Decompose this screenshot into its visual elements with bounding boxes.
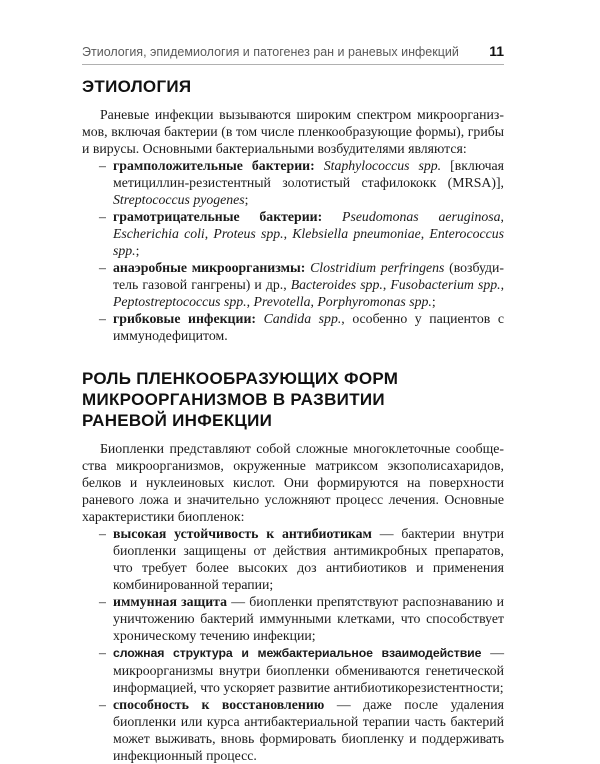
list-item-text bbox=[322, 209, 342, 224]
list-item-term: высокая устойчивость к антибиотикам bbox=[113, 526, 372, 541]
pathogen-list-item bbox=[82, 310, 504, 344]
list-item-term: грибковые инфекции: bbox=[113, 311, 256, 326]
section-heading-line: РОЛЬ ПЛЕНКООБРАЗУЮЩИХ ФОРМ bbox=[82, 369, 399, 388]
list-item-text: , bbox=[310, 294, 318, 309]
species-name: Candida spp. bbox=[263, 311, 342, 326]
species-name: Streptococcus pyogenes bbox=[113, 192, 245, 207]
species-name: Klebsiella pneumoniae bbox=[292, 226, 421, 241]
dash-bullet: – bbox=[99, 526, 106, 541]
list-item-text: — микроорганизмы внутри биопленки обмениваются генетической информацией, что ускоряет развитие антибиотикорезистентности; bbox=[113, 645, 504, 695]
species-name: Fusobacterium spp. bbox=[390, 277, 501, 292]
dash-bullet: – bbox=[99, 594, 106, 609]
dash-bullet: – bbox=[99, 697, 106, 712]
list-item-text: — даже после удаления биопленки или курса антибактериальной терапии часть бактерий может выживать, вновь формировать биопленку и поддерживать инфекционный процесс. bbox=[113, 697, 504, 763]
pathogen-list-item bbox=[82, 208, 504, 259]
section-heading-line: РАНЕВОЙ ИНФЕКЦИИ bbox=[82, 411, 273, 430]
page-content bbox=[82, 76, 504, 764]
list-item-text: [включая метициллин-резистентный золотистый стафилококк (MRSA)], bbox=[113, 158, 505, 190]
species-name: Peptostreptococcus spp. bbox=[113, 294, 247, 309]
list-item-text: , bbox=[246, 294, 254, 309]
biofilm-characteristic-item bbox=[82, 593, 504, 644]
list-item-text: — бактерии внутри биопленки защищены от действия антимикробных препаратов, что требует более высоких доз антибиотиков и применения комбинированной терапии; bbox=[113, 526, 504, 592]
species-name: Escherichia coli bbox=[113, 226, 205, 241]
list-item-term: иммунная защита bbox=[113, 594, 228, 609]
list-item-term: грамотрицательные бактерии: bbox=[113, 209, 323, 224]
species-name: Pseudomonas aeruginosa bbox=[342, 209, 501, 224]
list-item-text: , bbox=[382, 277, 391, 292]
section-heading-line: МИКРООРГАНИЗМОВ В РАЗВИТИИ bbox=[82, 390, 385, 409]
biofilm-intro-paragraph: Биопленки представляют собой сложные многоклеточные сообщества микроорганизмов, окруженные матриксом экзополисахаридов, белков и нуклеиновых кислот. Они формируются на поверхности раневого ложа и значительно усложняют процесс лечения. Основные характеристики биопленок: bbox=[82, 441, 504, 524]
list-item-text: , bbox=[204, 226, 214, 241]
list-item-term: сложная структура и межбактериальное взаимодействие bbox=[113, 646, 482, 660]
pathogen-list bbox=[82, 157, 504, 344]
species-name: Proteus spp. bbox=[213, 226, 284, 241]
species-name: Bacteroides spp. bbox=[290, 277, 383, 292]
list-item-term: анаэробные микроорганизмы: bbox=[113, 260, 306, 275]
list-item-text bbox=[256, 311, 264, 326]
list-item-text: , bbox=[420, 226, 430, 241]
species-name: Clostridium perfringens bbox=[310, 260, 445, 275]
list-item-text: — биопленки препятствуют распознаванию и уничтожению бактерий иммунными клетками, что способствует хроническому течению инфекции; bbox=[113, 594, 504, 643]
section-heading-biofilms bbox=[82, 368, 504, 431]
dash-bullet: – bbox=[99, 260, 106, 275]
list-item-text: ; bbox=[431, 294, 436, 309]
list-item-text: , bbox=[500, 209, 504, 224]
dash-bullet: – bbox=[99, 209, 106, 224]
list-item-text: , bbox=[283, 226, 293, 241]
list-item-text: , bbox=[500, 277, 505, 292]
list-item-term: грамположительные бактерии: bbox=[113, 158, 315, 173]
section-heading-etiology: ЭТИОЛОГИЯ bbox=[82, 77, 192, 96]
dash-bullet: – bbox=[99, 311, 106, 326]
species-name: Prevotella bbox=[253, 294, 311, 309]
running-header bbox=[82, 42, 504, 65]
pathogen-list-item bbox=[82, 157, 504, 208]
dash-bullet: – bbox=[99, 645, 106, 660]
species-name: Staphylococcus spp. bbox=[323, 158, 442, 173]
list-item-text bbox=[315, 158, 324, 173]
biofilm-characteristic-item bbox=[82, 696, 504, 764]
list-item-text: (возбудитель газовой гангрены) и др., bbox=[113, 260, 505, 292]
list-item-term: способность к восстановлению bbox=[113, 697, 325, 712]
species-name: Porphyromonas spp. bbox=[317, 294, 432, 309]
biofilm-characteristic-item bbox=[82, 525, 504, 593]
page-number: 11 bbox=[489, 43, 504, 59]
list-item-text: , особенно у пациентов с иммунодефицитом. bbox=[113, 311, 504, 343]
etiology-intro-paragraph: Раневые инфекции вызываются широким спектром микроорганизмов, включая бактерии (в том числе пленкообразующие формы), грибы и вирусы. Основными бактериальными возбудителями являются: bbox=[82, 107, 504, 156]
biofilm-characteristics-list bbox=[82, 525, 504, 764]
species-name: Enterococcus spp. bbox=[113, 226, 504, 258]
running-header-title: Этиология, эпидемиология и патогенез ран и раневых инфекций bbox=[82, 45, 459, 59]
pathogen-list-item bbox=[82, 259, 504, 310]
list-item-text: ; bbox=[135, 243, 140, 258]
list-item-text: ; bbox=[244, 192, 249, 207]
biofilm-characteristic-item bbox=[82, 644, 504, 696]
dash-bullet: – bbox=[99, 158, 106, 173]
